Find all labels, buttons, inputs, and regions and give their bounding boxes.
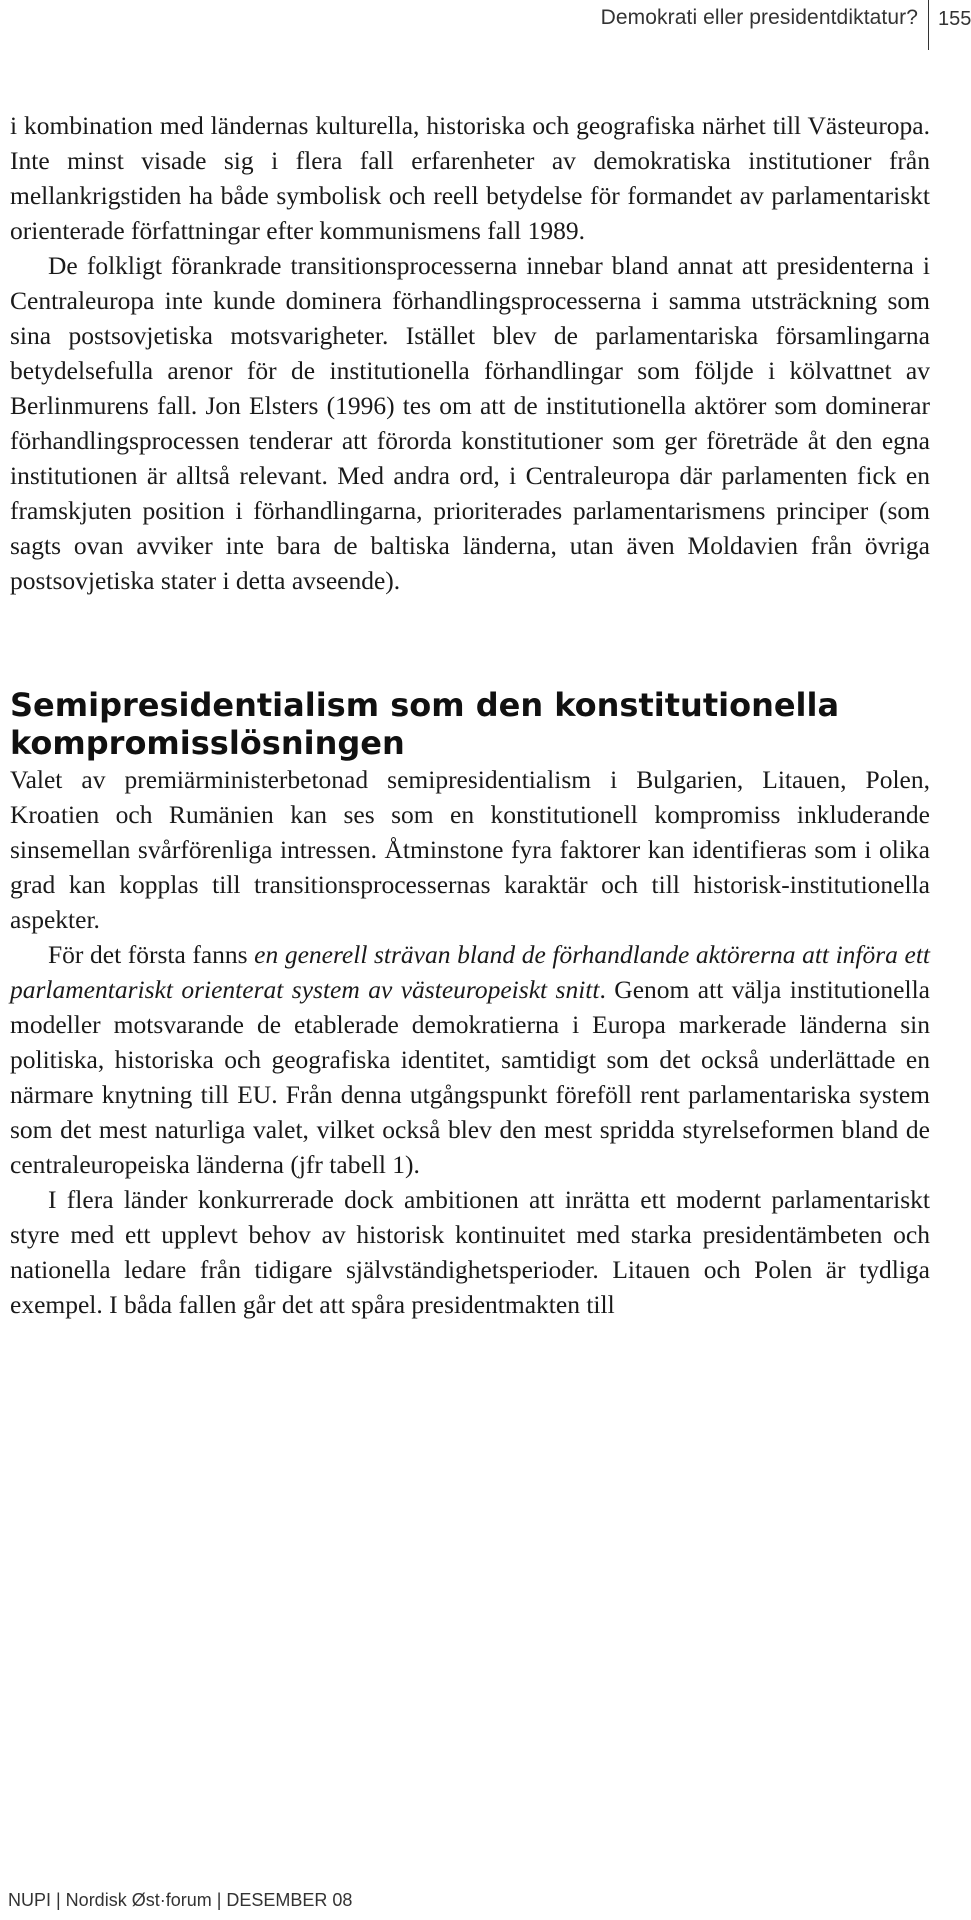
section-heading: Semipresidentialism som den konstitutionella kompromisslösningen [10,686,840,762]
page-number: 155 [938,8,971,30]
paragraph-4 [10,937,930,1182]
header-divider [928,0,929,50]
running-header-title: Demokrati eller presidentdiktatur? [600,6,918,29]
paragraph-5: I flera länder konkurrerade dock ambitionen att inrätta ett modernt parlamentariskt styre med ett upplevt behov av historisk kontinuitet med starka presidentämbeten och nationella ledare från tidigare självständighetsperioder. Litauen och Polen är tydliga exempel. I båda fallen går det att spåra presidentmakten till [10,1185,930,1319]
body-text [10,108,930,1322]
running-header [0,0,971,84]
page-footer: NUPI | Nordisk Øst·forum | DESEMBER 08 [8,1890,353,1910]
paragraph-4-emphasis: en generell strävan bland de förhandlande aktörerna att införa ett parlamentariskt orienterat system av västeuropeiskt snitt [10,940,930,1004]
section-gap [10,598,930,664]
paragraph-4-lead: För det första fanns [48,940,255,969]
paragraph-4-rest: . Genom att välja institutionella modeller motsvarande de etablerade demokratierna i Europa markerade länderna sin politiska, historiska och geografiska identitet, samtidigt som det också underlättade en närmare knytning till EU. Från denna utgångspunkt föreföll rent parlamentariska system som det mest naturliga valet, vilket också blev den mest spridda styrelseformen bland de centraleuropeiska länderna (jfr tabell 1). [10,975,930,1179]
paragraph-1: i kombination med ländernas kulturella, historiska och geografiska närhet till Västeuropa. Inte minst visade sig i flera fall erfarenheter av demokratiska institutioner från mellankrigstiden ha både symbolisk och reell betydelse för formandet av parlamentariskt orienterade författningar efter kommunismens fall 1989. [10,111,930,245]
paragraph-3: Valet av premiärministerbetonad semipresidentialism i Bulgarien, Litauen, Polen, Kroatien och Rumänien kan ses som en konstitutionell kompromiss inkluderande sinsemellan svårförenliga intressen. Åtminstone fyra faktorer kan identifieras som i olika grad kan kopplas till transitionsprocessernas karaktär och till historisk-institutionella aspekter. [10,765,930,934]
paragraph-2: De folkligt förankrade transitionsprocesserna innebar bland annat att presidenterna i Centraleuropa inte kunde dominera förhandlingsprocesserna i samma utsträckning som sina postsovjetiska motsvarigheter. Istället blev de parlamentariska församlingarna betydelsefulla arenor för de institutionella förhandlingar som följde i kölvattnet av Berlinmurens fall. Jon Elsters (1996) tes om att de institutionella aktörer som dominerar förhandlingsprocessen tenderar att förorda konstitutioner som ger företräde åt den egna institutionen är alltså relevant. Med andra ord, i Centraleuropa där parlamenten fick en framskjuten position i förhandlingarna, prioriterades parlamentarismens principer (som sagts ovan avviker inte bara de baltiska länderna, utan även Moldavien från övriga postsovjetiska stater i detta avseende). [10,251,930,595]
